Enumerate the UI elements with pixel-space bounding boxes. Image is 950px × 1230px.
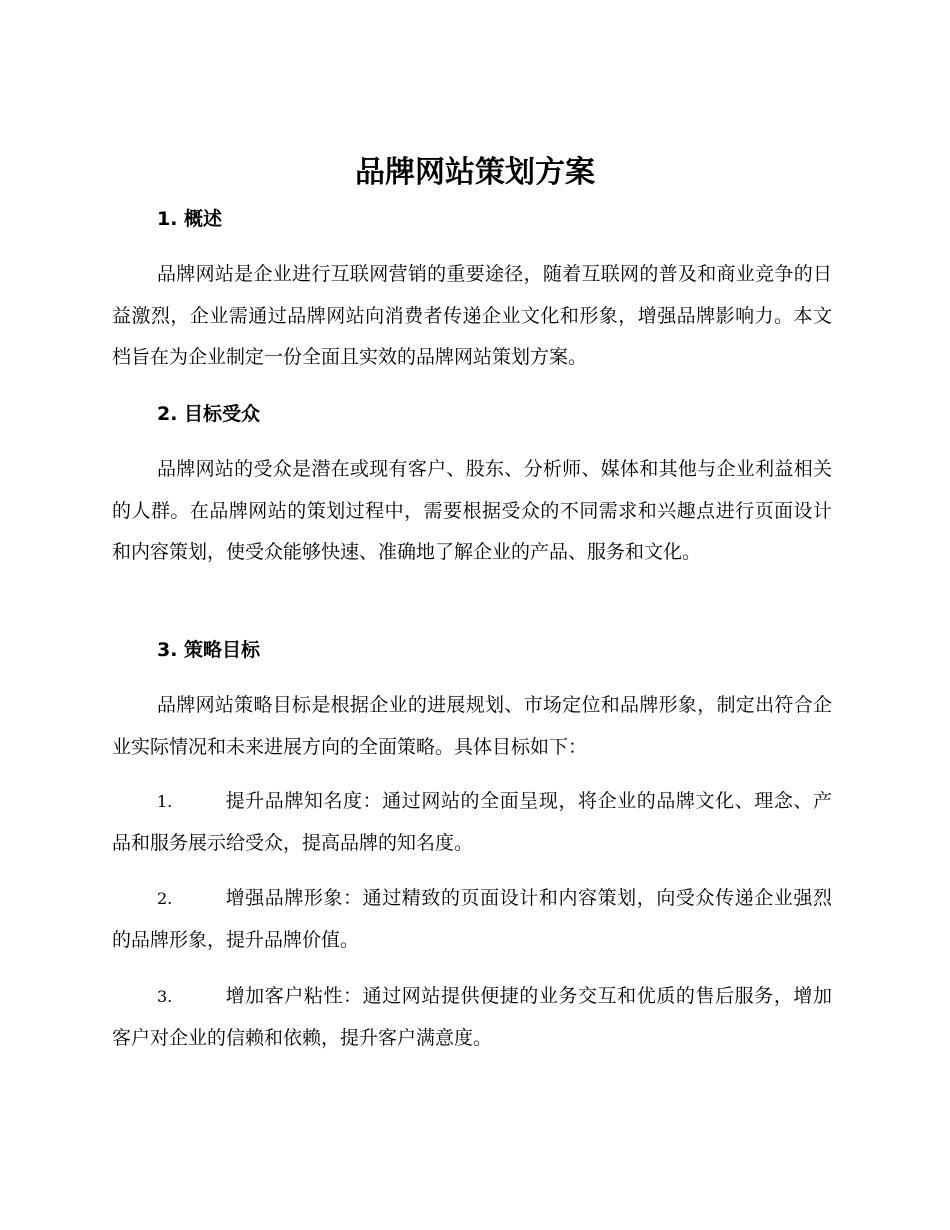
list-item: [112, 781, 832, 864]
list-item-text: 提升品牌知名度：通过网站的全面呈现，将企业的品牌文化、理念、产品和服务展示给受众，提高品牌的知名度。: [112, 790, 832, 854]
list-item-number: 1.: [157, 792, 173, 811]
section-paragraph-audience: 品牌网站的受众是潜在或现有客户、股东、分析师、媒体和其他与企业利益相关的人群。在品牌网站的策划过程中，需要根据受众的不同需求和兴趣点进行页面设计和内容策划，使受众能够快速、准确地了解企业的产品、服务和文化。: [112, 458, 832, 563]
section-heading-overview: 1. 概述: [157, 208, 223, 230]
list-item-number: 2.: [157, 889, 173, 908]
list-item-text: 增加客户粘性：通过网站提供便捷的业务交互和优质的售后服务，增加客户对企业的信赖和依赖，提升客户满意度。: [112, 985, 832, 1049]
list-item-number: 3.: [157, 987, 173, 1006]
list-item: [112, 878, 832, 961]
section-paragraph-strategy: 品牌网站策略目标是根据企业的进展规划、市场定位和品牌形象，制定出符合企业实际情况和未来进展方向的全面策略。具体目标如下：: [112, 694, 832, 758]
list-item: [112, 976, 832, 1059]
section-heading-audience: 2. 目标受众: [157, 403, 261, 425]
document-title: 品牌网站策划方案: [355, 155, 595, 190]
section-paragraph-overview: 品牌网站是企业进行互联网营销的重要途径，随着互联网的普及和商业竞争的日益激烈，企业需通过品牌网站向消费者传递企业文化和形象，增强品牌影响力。本文档旨在为企业制定一份全面且实效的品牌网站策划方案。: [112, 263, 832, 368]
list-item-text: 增强品牌形象：通过精致的页面设计和内容策划，向受众传递企业强烈的品牌形象，提升品牌价值。: [112, 887, 832, 951]
section-heading-strategy: 3. 策略目标: [157, 639, 261, 661]
